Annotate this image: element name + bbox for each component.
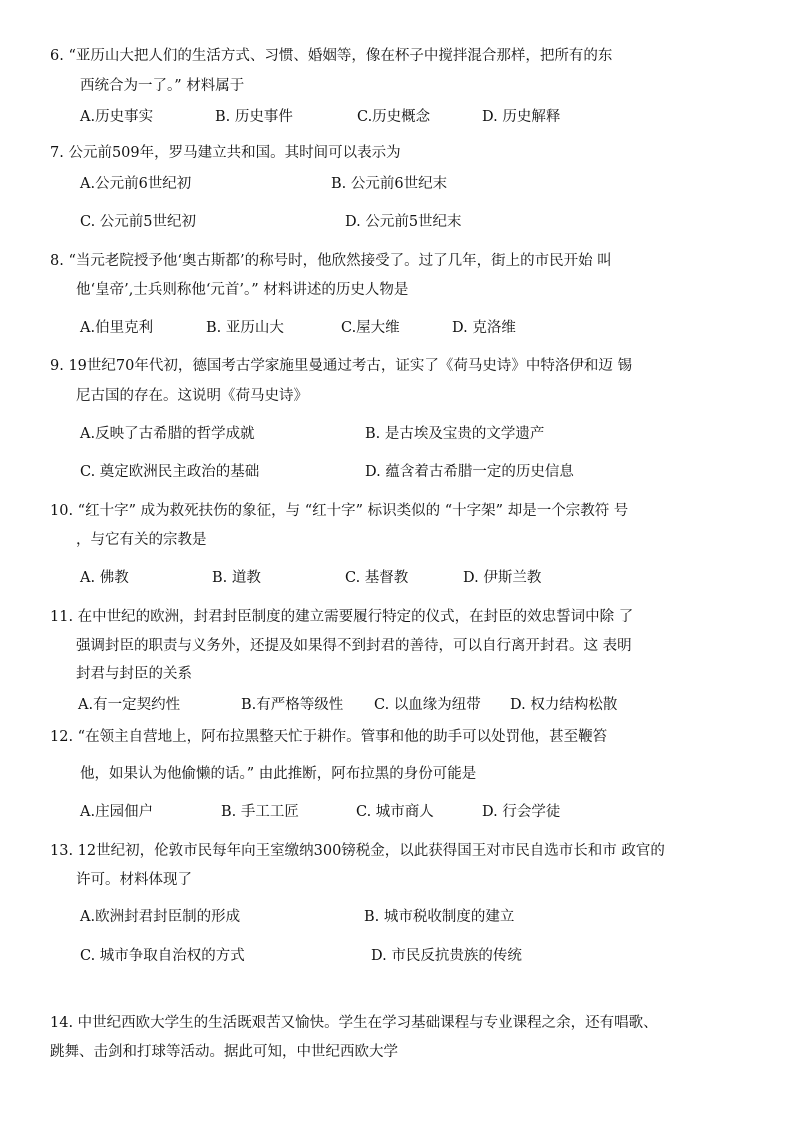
q13-option-b: B. 城市税收制度的建立 (364, 909, 515, 925)
q7-option-a: A.公元前6世纪初 (80, 176, 192, 192)
q8-option-b: B. 亚历山大 (206, 320, 284, 336)
q7-option-b: B. 公元前6世纪末 (331, 176, 448, 192)
q6-stem-line-1: 6. “亚历山大把人们的生活方式、习惯、婚姻等，像在杯子中搅拌混合那样，把所有的东 (50, 48, 613, 64)
q9-option-c: C. 奠定欧洲民主政治的基础 (80, 464, 260, 480)
q6-option-c: C.历史概念 (357, 109, 431, 125)
q11-stem-line-3: 封君与封臣的关系 (76, 666, 192, 682)
q11-option-d: D. 权力结构松散 (510, 697, 618, 713)
q8-option-d: D. 克洛维 (452, 320, 516, 336)
q11-stem-line-2: 强调封臣的职责与义务外，还提及如果得不到封君的善待，可以自行离开封君。这 表明 (76, 638, 632, 654)
q13-option-a: A.欧洲封君封臣制的形成 (80, 909, 241, 925)
q9-stem-line-2: 尼古国的存在。这说明《荷马史诗》 (76, 388, 308, 404)
q10-option-d: D. 伊斯兰教 (463, 570, 542, 586)
q12-option-b: B. 手工工匠 (221, 804, 299, 820)
q13-option-d: D. 市民反抗贵族的传统 (371, 948, 522, 964)
q11-stem-line-1: 11. 在中世纪的欧洲，封君封臣制度的建立需要履行特定的仪式，在封臣的效忠誓词中除 了 (50, 609, 634, 625)
q14-stem-line-1: 14. 中世纪西欧大学生的生活既艰苦又愉快。学生在学习基础课程与专业课程之余，还有唱歌、 (50, 1015, 658, 1031)
q8-option-c: C.屋大维 (341, 320, 400, 336)
q8-option-a: A.伯里克利 (80, 320, 154, 336)
q12-option-a: A.庄园佃户 (80, 804, 154, 820)
q10-stem-line-2: ，与它有关的宗教是 (76, 532, 207, 548)
q14-stem-line-2: 跳舞、击剑和打球等活动。据此可知，中世纪西欧大学 (50, 1044, 398, 1060)
q10-option-c: C. 基督教 (345, 570, 409, 586)
q7-option-d: D. 公元前5世纪末 (345, 214, 462, 230)
q10-option-a: A. 佛教 (80, 570, 129, 586)
q11-option-c: C. 以血缘为纽带 (374, 697, 481, 713)
q6-stem-line-2: 西统合为一了。” 材料属于 (80, 78, 245, 94)
q12-stem-line-2: 他，如果认为他偷懒的话。” 由此推断，阿布拉黑的身份可能是 (80, 766, 477, 782)
q9-option-d: D. 蕴含着古希腊一定的历史信息 (365, 464, 574, 480)
q10-stem-line-1: 10. “红十字” 成为救死扶伤的象征，与 “红十字” 标识类似的 “十字架” 却是一个宗教符 号 (50, 503, 629, 519)
q8-stem-line-2: 他‘皇帝’,士兵则称他‘元首’。” 材料讲述的历史人物是 (76, 282, 409, 298)
q13-option-c: C. 城市争取自治权的方式 (80, 948, 245, 964)
q11-option-b: B.有严格等级性 (241, 697, 344, 713)
q12-stem-line-1: 12. “在领主自营地上，阿布拉黑整天忙于耕作。管事和他的助手可以处罚他，甚至鞭笞 (50, 729, 608, 745)
q13-stem-line-1: 13. 12世纪初，伦敦市民每年向王室缴纳300镑税金，以此获得国王对市民自选市长和市 政官的 (50, 843, 665, 859)
q9-option-a: A.反映了古希腊的哲学成就 (80, 426, 255, 442)
q7-stem-line-1: 7. 公元前509年，罗马建立共和国。其时间可以表示为 (50, 145, 401, 161)
q9-stem-line-1: 9. 19世纪70年代初，德国考古学家施里曼通过考古，证实了《荷马史诗》中特洛伊和迈 锡 (50, 358, 632, 374)
q6-option-a: A.历史事实 (80, 109, 154, 125)
q12-option-c: C. 城市商人 (356, 804, 434, 820)
q8-stem-line-1: 8. “当元老院授予他‘奥古斯都’的称号时，他欣然接受了。过了几年，街上的市民开始 叫 (50, 253, 612, 269)
q11-option-a: A.有一定契约性 (78, 697, 181, 713)
q7-option-c: C. 公元前5世纪初 (80, 214, 197, 230)
q6-option-d: D. 历史解释 (482, 109, 561, 125)
q6-option-b: B. 历史事件 (215, 109, 293, 125)
q10-option-b: B. 道教 (212, 570, 261, 586)
q13-stem-line-2: 许可。材料体现了 (76, 872, 192, 888)
q9-option-b: B. 是古埃及宝贵的文学遗产 (365, 426, 545, 442)
q12-option-d: D. 行会学徒 (482, 804, 561, 820)
